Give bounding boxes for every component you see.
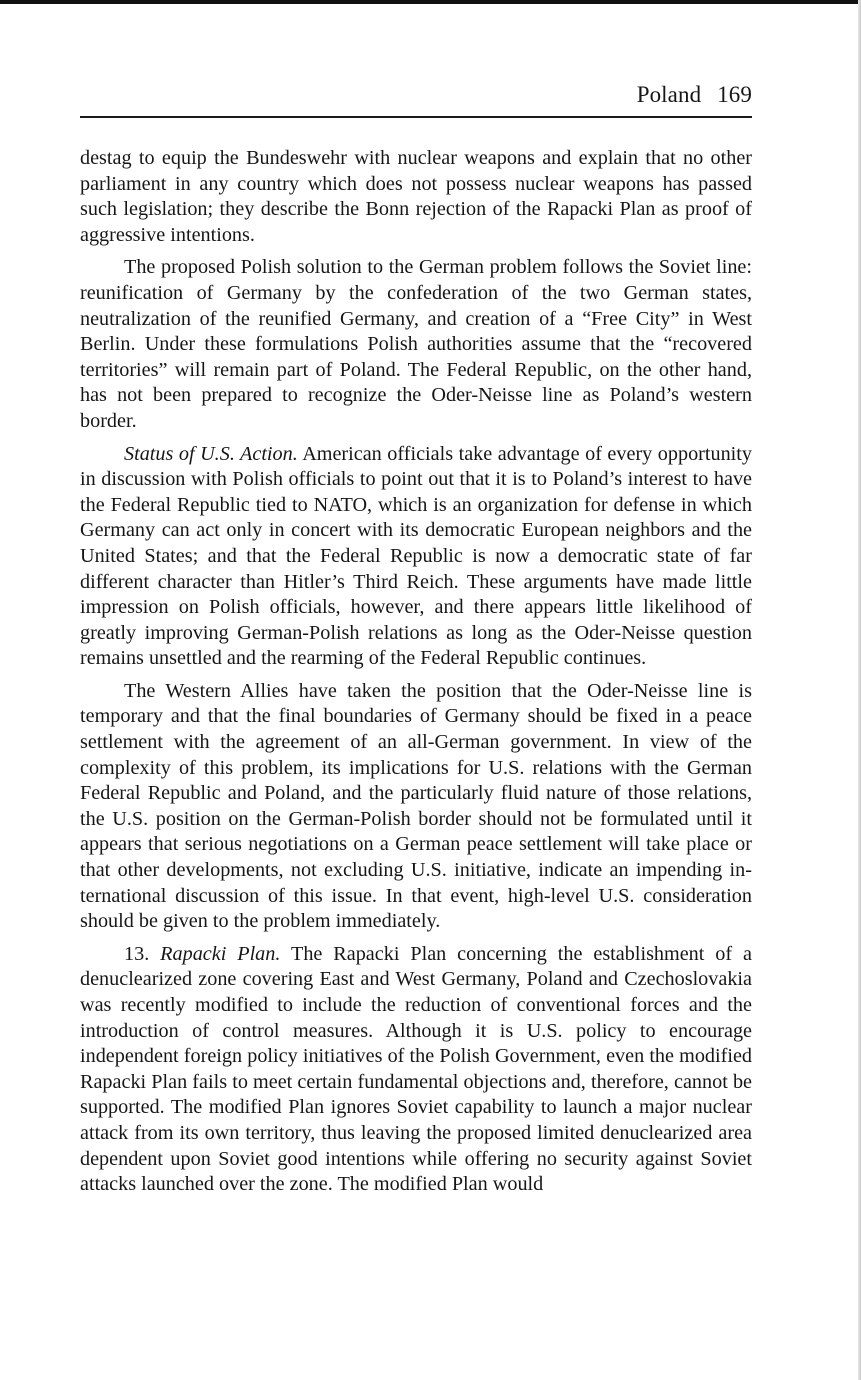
paragraph-status-us-action [80,442,752,672]
rapacki-plan-text: The Rapacki Plan concerning the establishment of a denuclearized zone covering East and West Germany, Poland and Czechoslovakia was recently modified to include the reduction of conventional forces and the introduction of control measures. Although it is U.S. policy to encourage independent foreign policy initiatives of the Polish Government, even the modified Rapacki Plan fails to meet certain fundamental objections and, therefore, cannot be supported. The modified Plan ignores Soviet capability to launch a major nuclear attack from its own territory, thus leaving the proposed limited denuclearized area dependent upon Soviet good intentions while offering no security against Soviet attacks launched over the zone. The modified Plan would [80,942,753,1196]
paragraph-rapacki-plan [80,942,752,1198]
paragraph-continuation: destag to equip the Bundeswehr with nuclear weapons and explain that no other parliament in any country which does not possess nuclear weapons has passed such legislation; they describe the Bonn rejection of the Rapacki Plan as proof of aggressive intentions. [80,147,752,246]
page-body [80,146,752,1198]
status-us-action-heading: Status of U.S. Action. [124,442,298,465]
header-rule [80,116,752,118]
status-us-action-text: American officials take advantage of every opportunity in discussion with Polish officials to point out that it is to Poland’s interest to have the Federal Republic tied to NATO, which is an organization for defense in which Germany can act only in concert with its democratic European neighbors and the United States; and that the Federal Republic is now a democratic state of far different character than Hitler’s Third Reich. These arguments have made little impression on Polish officials, however, and there appears little likelihood of greatly improving German-Polish relations as long as the Oder-Neisse question remains unsettled and the rearming of the Federal Republic continues. [80,442,752,670]
running-head-title: Poland [636,82,702,107]
page-header [80,80,752,114]
section-number: 13. [124,942,150,965]
running-head [637,82,752,108]
scan-top-edge [0,0,861,4]
paragraph-polish-solution: The proposed Polish solution to the German problem follows the Soviet line: reunification of Germany by the confederation of the two German states, neutralization of the reunified Germany, and creation of a “Free City” in West Berlin. Under these formulations Polish authorities assume that the “recovered territories” will remain part of Poland. The Federal Republic, on the other hand, has not been prepared to recognize the Oder-Neisse line as Poland’s western border. [80,256,752,432]
paragraph-western-allies: The Western Allies have taken the position that the Oder-Neisse line is temporary and that the final boundaries of Germany should be fixed in a peace settlement with the agreement of an all-German government. In view of the complexity of this problem, its implications for U.S. relations with the German Federal Republic and Poland, and the particularly fluid nature of those relations, the U.S. position on the German-Polish border should not be formulated until it appears that serious negotiations on a German peace settlement will take place or that other developments, not excluding U.S. initiative, indicate an impending international discussion of this issue. In that event, high-level U.S. consideration should be given to the problem immediately. [80,679,752,933]
page-number: 169 [717,82,752,107]
rapacki-plan-heading: Rapacki Plan. [160,942,281,965]
